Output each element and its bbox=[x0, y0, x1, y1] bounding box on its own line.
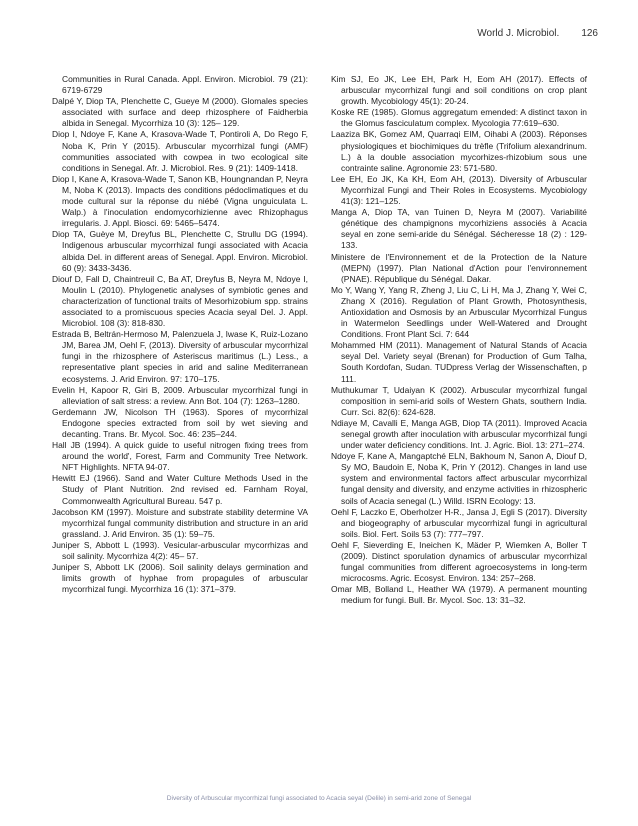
reference-item: Juniper S, Abbott L (1993). Vesicular-arbuscular mycorrhizas and soil salinity. Mycorrhiza 4(2): 45– 57. bbox=[52, 539, 308, 562]
reference-item: Estrada B, Beltrán-Hermoso M, Palenzuela J, Iwase K, Ruiz-Lozano JM, Barea JM, Oehl F, (2013). Diversity of arbuscular mycorrhizal fungi in the rhizosphere of Asteriscus maritimus (L.) Less., a representative plant species in arid and saline Mediterranean ecosystems. J. Arid Environ. 97: 170–175. bbox=[52, 329, 308, 384]
references-left-column bbox=[52, 74, 308, 595]
reference-item: Diop I, Kane A, Krasova-Wade T, Sanon KB, Houngnandan P, Neyra M, Noba K (2013). Impacts des conditions pédoclimatiques et du mode cultural sur la réponse du niébé (Vigna unguiculata L. Walp.) à l'inoculation endomycorhizienne avec Rhizophagus irregularis. J. Appl. Biosci. 69: 5465–5474. bbox=[52, 173, 308, 229]
reference-item: Mohammed HM (2011). Management of Natural Stands of Acacia seyal Del. Variety seyal (Brenan) for Production of Gum Talha, South Kordofan, Sudan. TUDpress Verlag der Wissenschaften, p 111. bbox=[331, 340, 587, 384]
running-header bbox=[477, 28, 598, 39]
reference-item: Diop TA, Guèye M, Dreyfus BL, Plenchette C, Strullu DG (1994). Indigenous arbuscular mycorrhizal fungi associated with Acacia albida Del. in different areas of Senegal. Appl. Environ. Microbiol. 60 (9): 3433-3436. bbox=[52, 229, 308, 273]
reference-item: Jacobson KM (1997). Moisture and substrate stability determine VA mycorrhizal fungal community distribution and structure in an arid grassland. J. Arid Environ. 35 (1): 59–75. bbox=[52, 506, 308, 539]
reference-item: Juniper S, Abbott LK (2006). Soil salinity delays germination and limits growth of hyphae from propagules of arbuscular mycorrhizal fungi. Mycorrhiza 16 (1): 371–379. bbox=[52, 562, 308, 595]
reference-item: Ndiaye M, Cavalli E, Manga AGB, Diop TA (2011). Improved Acacia senegal growth after inoculation with arbuscular mycorrhizal fungi under water deficiency conditions. Int. J. Agric. Biol. 13: 271–274. bbox=[331, 417, 587, 451]
page-number: 126 bbox=[581, 28, 598, 39]
reference-item: Diouf D, Fall D, Chaintreuil C, Ba AT, Dreyfus B, Neyra M, Ndoye I, Moulin L (2010). Phylogenetic analyses of symbiotic genes and characterization of functional traits of Mesorhizobium spp. strains associated to a promiscuous species Acacia seyal Del. J. Appl. Microbiol. 108 (3): 818-830. bbox=[52, 273, 308, 329]
reference-item: Evelin H, Kapoor R, Giri B, 2009. Arbuscular mycorrhizal fungi in alleviation of salt stress: a review. Ann Bot. 104 (7): 1263–1280. bbox=[52, 384, 308, 406]
journal-name: World J. Microbiol. bbox=[477, 28, 560, 39]
reference-item: Laaziza BK, Gomez AM, Quarraqi EIM, Oihabi A (2003). Réponses physiologiques et biochimiques du trèfle (Trifolium alexandrinum. L.) à la double association mycorhizes-rhizobium sous une contrainte saline. Agronomie 23: 571-580. bbox=[331, 129, 587, 173]
reference-item: Lee EH, Eo JK, Ka KH, Eom AH, (2013). Diversity of Arbuscular Mycorrhizal Fungi and Their Roles in Ecosystems. Mycobiology 41(3): 121–125. bbox=[331, 173, 587, 207]
reference-item: Kim SJ, Eo JK, Lee EH, Park H, Eom AH (2017). Effects of arbuscular mycorrhizal fungi and soil conditions on crop plant growth. Mycobiology 45(1): 20-24. bbox=[331, 74, 587, 107]
reference-item: Muthukumar T, Udaiyan K (2002). Arbuscular mycorrhizal fungal composition in semi-arid soils of Western Ghats, southern India. Curr. Sci. 82(6): 624-628. bbox=[331, 384, 587, 417]
reference-item: Koske RE (1985). Glomus aggregatum emended: A distinct taxon in the Glomus fasciculatum complex. Mycologia 77:619–630. bbox=[331, 107, 587, 129]
reference-item: Dalpé Y, Diop TA, Plenchette C, Gueye M (2000). Glomales species associated with surface and deep rhizosphere of Faidherbia albida in Senegal. Mycorrhiza 10 (3): 125– 129. bbox=[52, 96, 308, 129]
running-footer: Diversity of Arbuscular mycorrhizal fungi associated to Acacia seyal (Delile) in semi-arid zone of Senegal bbox=[166, 795, 472, 802]
reference-item: Ministere de l'Environnement et de la Protection de la Nature (MEPN) (1997). Plan National d'Action pour l'environnement (PNAE). République du Sénégal. Dakar. bbox=[331, 251, 587, 284]
references-right-column bbox=[331, 74, 587, 607]
reference-item: Oehl F, Laczko E, Oberholzer H-R., Jansa J, Egli S (2017). Diversity and biogeography of arbuscular mycorrhizal fungi in agricultural soils. Biol. Fert. Soils 53 (7): 777–797. bbox=[331, 506, 587, 539]
reference-item: Communities in Rural Canada. Appl. Environ. Microbiol. 79 (21): 6719-6729 bbox=[62, 74, 308, 96]
reference-item: Oehl F, Sieverding E, Ineichen K, Mäder P, Wiemken A, Boller T (2009). Distinct sporulation dynamics of arbuscular mycorrhizal fungal communities from different agroecosystems in long-term microcosms. Agric. Ecosyst. Environ. 134: 257–268. bbox=[331, 539, 587, 584]
reference-item: Hewitt EJ (1966). Sand and Water Culture Methods Used in the Study of Plant Nutrition. 2nd revised ed. Farnham Royal, Commonwealth Agricultural Bureau. 547 p. bbox=[52, 473, 308, 506]
reference-item: Gerdemann JW, Nicolson TH (1963). Spores of mycorrhizal Endogone species extracted from soil by wet sieving and decanting. Trans. Br. Mycol. Soc. 46: 235–244. bbox=[52, 406, 308, 439]
reference-item: Ndoye F, Kane A, Mangaptché ELN, Bakhoum N, Sanon A, Diouf D, Sy MO, Baudoin E, Noba K, Prin Y (2012). Changes in land use system and environmental factors affect arbuscular mycorrhizal fungal density and diversity, and enzyme activities in rhizospheric soils of Acacia senegal (L.) Willd. ISRN Ecology: 13. bbox=[331, 451, 587, 506]
reference-item: Omar MB, Bolland L, Heather WA (1979). A permanent mounting medium for fungi. Bull. Br. Mycol. Soc. 13: 31–32. bbox=[331, 584, 587, 606]
reference-item: Manga A, Diop TA, van Tuinen D, Neyra M (2007). Variabilité génétique des champignons mycorhiziens associés à Acacia seyal en zone semi-aride du Sénégal. Sécheresse 18 (2) : 129-133. bbox=[331, 207, 587, 251]
reference-item: Hall JB (1994). A quick guide to useful nitrogen fixing trees from around the world', Forest, Farm and Community Tree Network. NFT Highlights. NFTA 94-07. bbox=[52, 440, 308, 473]
reference-item: Mo Y, Wang Y, Yang R, Zheng J, Liu C, Li H, Ma J, Zhang Y, Wei C, Zhang X (2016). Regulation of Plant Growth, Photosynthesis, Antioxidation and Osmosis by an Arbuscular Mycorrhizal Fungus in Watermelon Seedlings under Well-Watered and Drought Conditions. Front Plant Sci. 7: 644 bbox=[331, 284, 587, 340]
reference-item: Diop I, Ndoye F, Kane A, Krasova-Wade T, Pontiroli A, Do Rego F, Noba K, Prin Y (2015). Arbuscular mycorrhizal fungi (AMF) communities associated with cowpea in two ecological site conditions in Senegal. Afr. J. Microbiol. Res. 9 (21): 1409-1418. bbox=[52, 129, 308, 173]
